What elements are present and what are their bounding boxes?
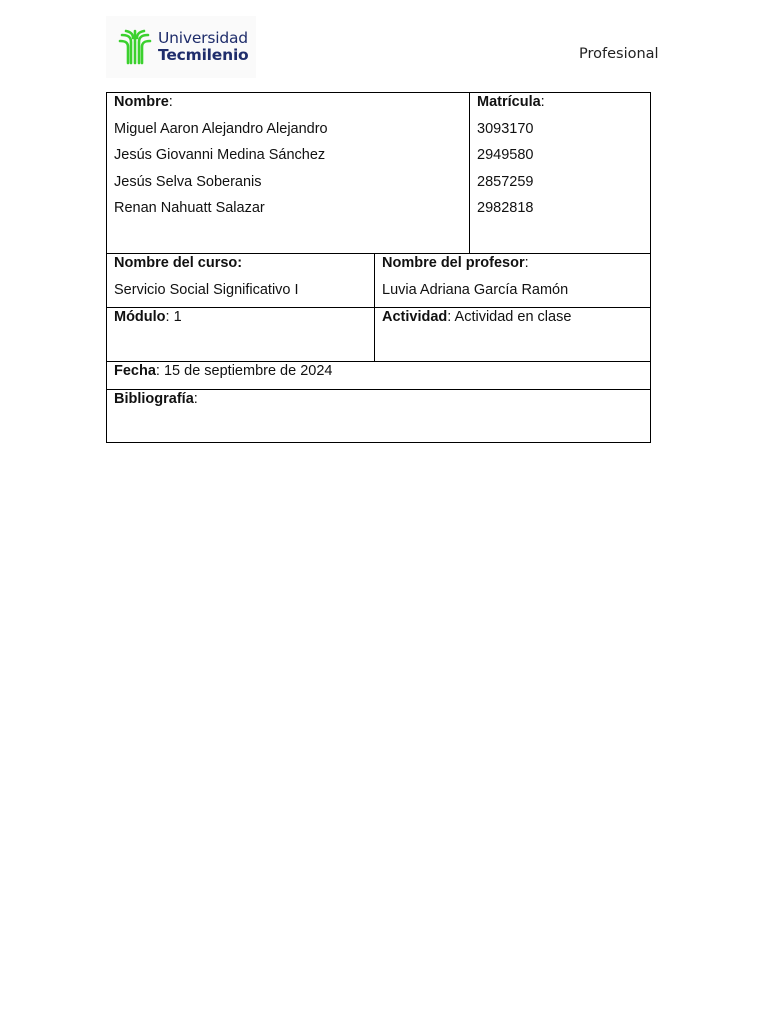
student-name: Miguel Aaron Alejandro Alejandro	[114, 120, 328, 137]
bibliography-label: Bibliografía	[114, 391, 194, 407]
course-value: Servicio Social Significativo I	[114, 281, 299, 298]
matricula-value: 2982818	[477, 200, 534, 217]
course-label: Nombre del curso:	[114, 255, 243, 271]
date-label: Fecha	[114, 363, 156, 379]
tecmilenio-tree-icon	[118, 29, 152, 65]
cover-table	[106, 92, 651, 443]
professor-cell: Nombre del profesor: Luvia Adriana García Ramón	[374, 254, 650, 307]
matricula-value: 2857259	[477, 173, 534, 190]
professor-value: Luvia Adriana García Ramón	[382, 281, 569, 298]
students-row	[107, 93, 650, 253]
module-value: 1	[173, 309, 182, 325]
matricula-cell: Matrícula: 3093170 2949580 2857259 2982818	[469, 93, 650, 253]
date-cell: Fecha: 15 de septiembre de 2024	[114, 363, 333, 379]
logo-line1: Universidad	[158, 29, 248, 47]
matricula-value: 2949580	[477, 147, 534, 164]
header-right-text: Profesional	[579, 46, 659, 62]
logo-line2: Tecmilenio	[158, 46, 249, 64]
bibliography-cell: Bibliografía:	[114, 391, 198, 407]
course-row	[107, 253, 650, 307]
student-name: Jesús Selva Soberanis	[114, 173, 262, 190]
course-cell	[107, 254, 374, 307]
activity-label: Actividad	[382, 309, 448, 325]
date-value: 15 de septiembre de 2024	[163, 363, 333, 379]
module-label: Módulo	[114, 309, 166, 325]
matricula-value: 3093170	[477, 120, 534, 137]
students-cell: Nombre: Miguel Aaron Alejandro Alejandro Jesús Giovanni Medina Sánchez Jesús Selva Soberanis Renan Nahuatt Salazar	[107, 93, 469, 253]
student-name: Jesús Giovanni Medina Sánchez	[114, 147, 326, 164]
activity-cell: Actividad: Actividad en clase	[374, 308, 650, 361]
student-name: Renan Nahuatt Salazar	[114, 200, 265, 217]
professor-label: Nombre del profesor	[382, 255, 525, 271]
university-logo	[106, 16, 256, 78]
activity-value: Actividad en clase	[454, 309, 572, 325]
matricula-label: Matrícula	[477, 94, 541, 110]
module-row	[107, 307, 650, 361]
date-row	[107, 361, 650, 389]
bibliography-row	[107, 389, 650, 442]
module-cell: Módulo: 1	[114, 309, 182, 325]
students-label: Nombre	[114, 94, 169, 110]
